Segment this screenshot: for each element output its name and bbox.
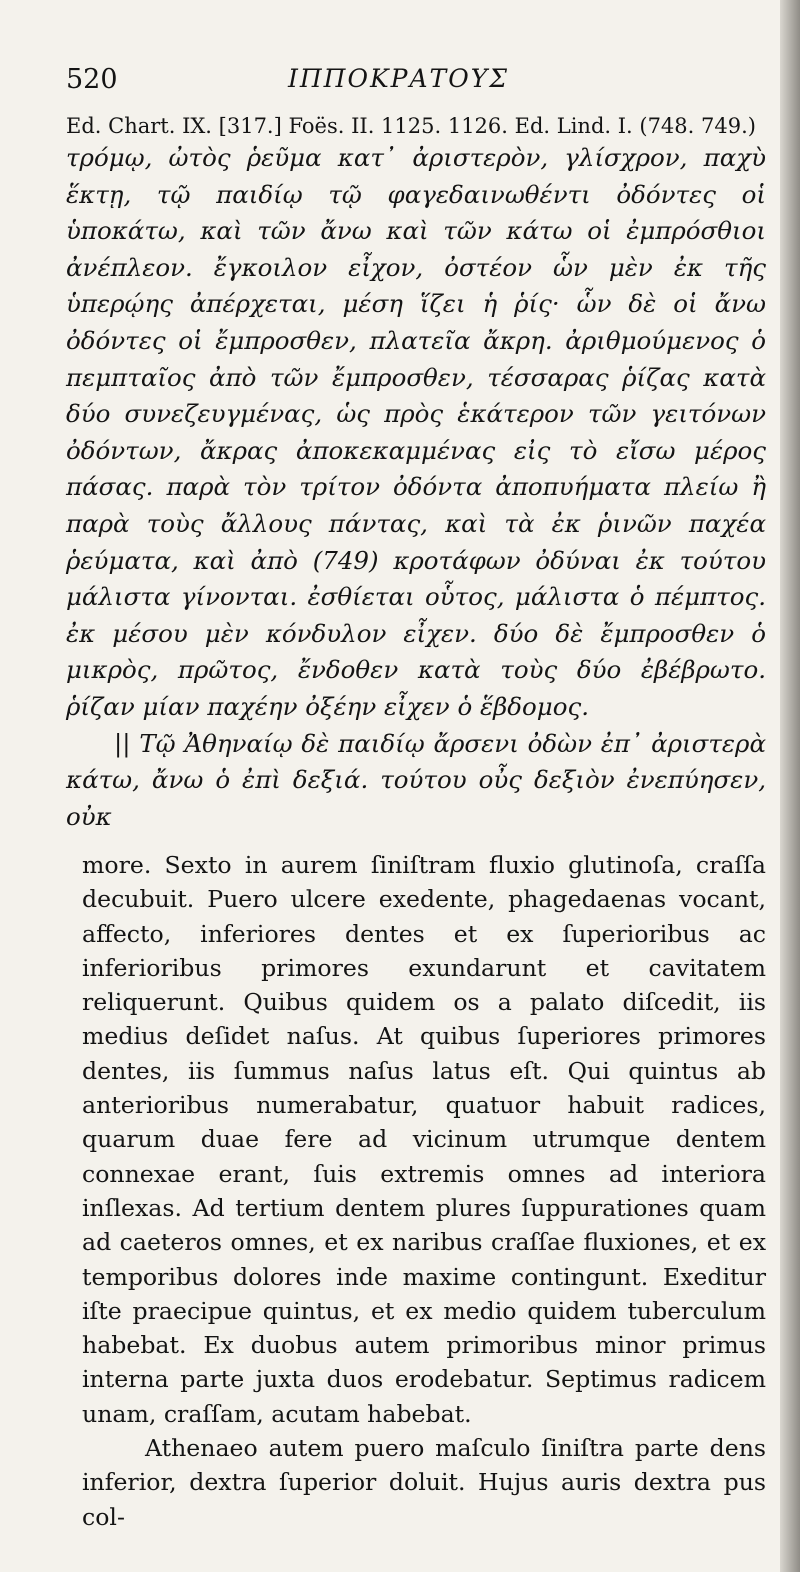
latin-paragraph-2: Athenaeo autem puero maſculo ſiniſtra parte dens inferior, dextra ſuperior doluit. Hujus auris dextra pus col- — [82, 1434, 766, 1531]
greek-paragraph-1: τρόμῳ, ὠτὸς ῥεῦμα κατ᾽ ἀριστερὸν, γλίσχρον, παχὺ ἕκτῃ, τῷ παιδίῳ τῷ φαγεδαινωθέντι ὀδόντες οἱ ὑποκάτω, καὶ τῶν ἄνω καὶ τῶν κάτω οἱ ἐμπρόσθιοι ἀνέπλεον. ἔγκοιλον εἶχον, ὀστέον ὧν μὲν ἐκ τῆς ὑπερῴης ἀπέρχεται, μέση ἵζει ἡ ῥίς· ὧν δὲ οἱ ἄνω ὀδόντες οἱ ἔμπροσθεν, πλατεῖα ἄκρη. ἀριθμούμενος ὁ πεμπταῖος ἀπὸ τῶν ἔμπροσθεν, τέσσαρας ῥίζας κατὰ δύο συνεζευγμένας, ὡς πρὸς ἑκάτερον τῶν γειτόνων ὀδόντων, ἄκρας ἀποκεκαμμένας εἰς τὸ εἴσω μέρος πάσας. παρὰ τὸν τρίτον ὀδόντα ἀποπυήματα πλείω ἢ παρὰ τοὺς ἄλλους πάντας, καὶ τὰ ἐκ ῥινῶν παχέα ῥεύματα, καὶ ἀπὸ (749) κροτάφων ὀδύναι ἐκ τούτου μάλιστα γίνονται. ἐσθίεται οὗτος, μάλιστα ὁ πέμπτος. ἐκ μέσου μὲν κόνδυλον εἶχεν. δύο δὲ ἔμπροσθεν ὁ μικρὸς, πρῶτος, ἔνδοθεν κατὰ τοὺς δύο ἐβέβρωτο. ῥίζαν μίαν παχέην ὀξέην εἶχεν ὁ ἕβδομος. — [66, 143, 766, 721]
page-header — [66, 64, 746, 104]
greek-text — [66, 140, 766, 835]
running-title: ΙΠΠΟΚΡΑΤΟΥΣ — [288, 64, 509, 93]
latin-text — [82, 848, 766, 1534]
greek-paragraph-2 — [66, 726, 766, 836]
section-marker: || — [114, 728, 131, 758]
latin-paragraph-1: more. Sexto in aurem ſiniſtram fluxio glutinoſa, craſſa decubuit. Puero ulcere exedente, phagedaenas vocant, affecto, inferiores dentes et ex ſuperioribus ac inferioribus primores exundarunt et cavitatem reliquerunt. Quibus quidem os a palato diſcedit, iis medius deſidet naſus. At quibus ſuperiores primores dentes, iis ſummus naſus latus eſt. Qui quintus ab anterioribus numerabatur, quatuor habuit radices, quarum duae fere ad vicinum utrumque dentem connexae erant, ſuis extremis omnes ad interiora inſlexas. Ad tertium dentem plures ſuppurationes quam ad caeteros omnes, et ex naribus craſſae fluxiones, et ex temporibus dolores inde maxime contingunt. Exeditur iſte praecipue quintus, et ex medio quidem tuberculum habebat. Ex duobus autem primoribus minor primus interna parte juxta duos erodebatur. Septimus radicem unam, craſſam, acutam habebat. — [82, 851, 766, 1428]
greek-paragraph-2-text: Τῷ Ἀθηναίῳ δὲ παιδίῳ ἄρσενι ὀδὼν ἐπ᾽ ἀριστερὰ κάτω, ἄνω ὁ ἐπὶ δεξιά. τούτου οὖς δεξιὸν ἐνεπύησεν, οὐκ — [66, 728, 766, 831]
edition-reference: Ed. Chart. IX. [317.] Foës. II. 1125. 1126. Ed. Lind. I. (748. 749.) — [66, 114, 756, 138]
page-number: 520 — [66, 64, 118, 95]
page-edge-shadow — [780, 0, 800, 1572]
